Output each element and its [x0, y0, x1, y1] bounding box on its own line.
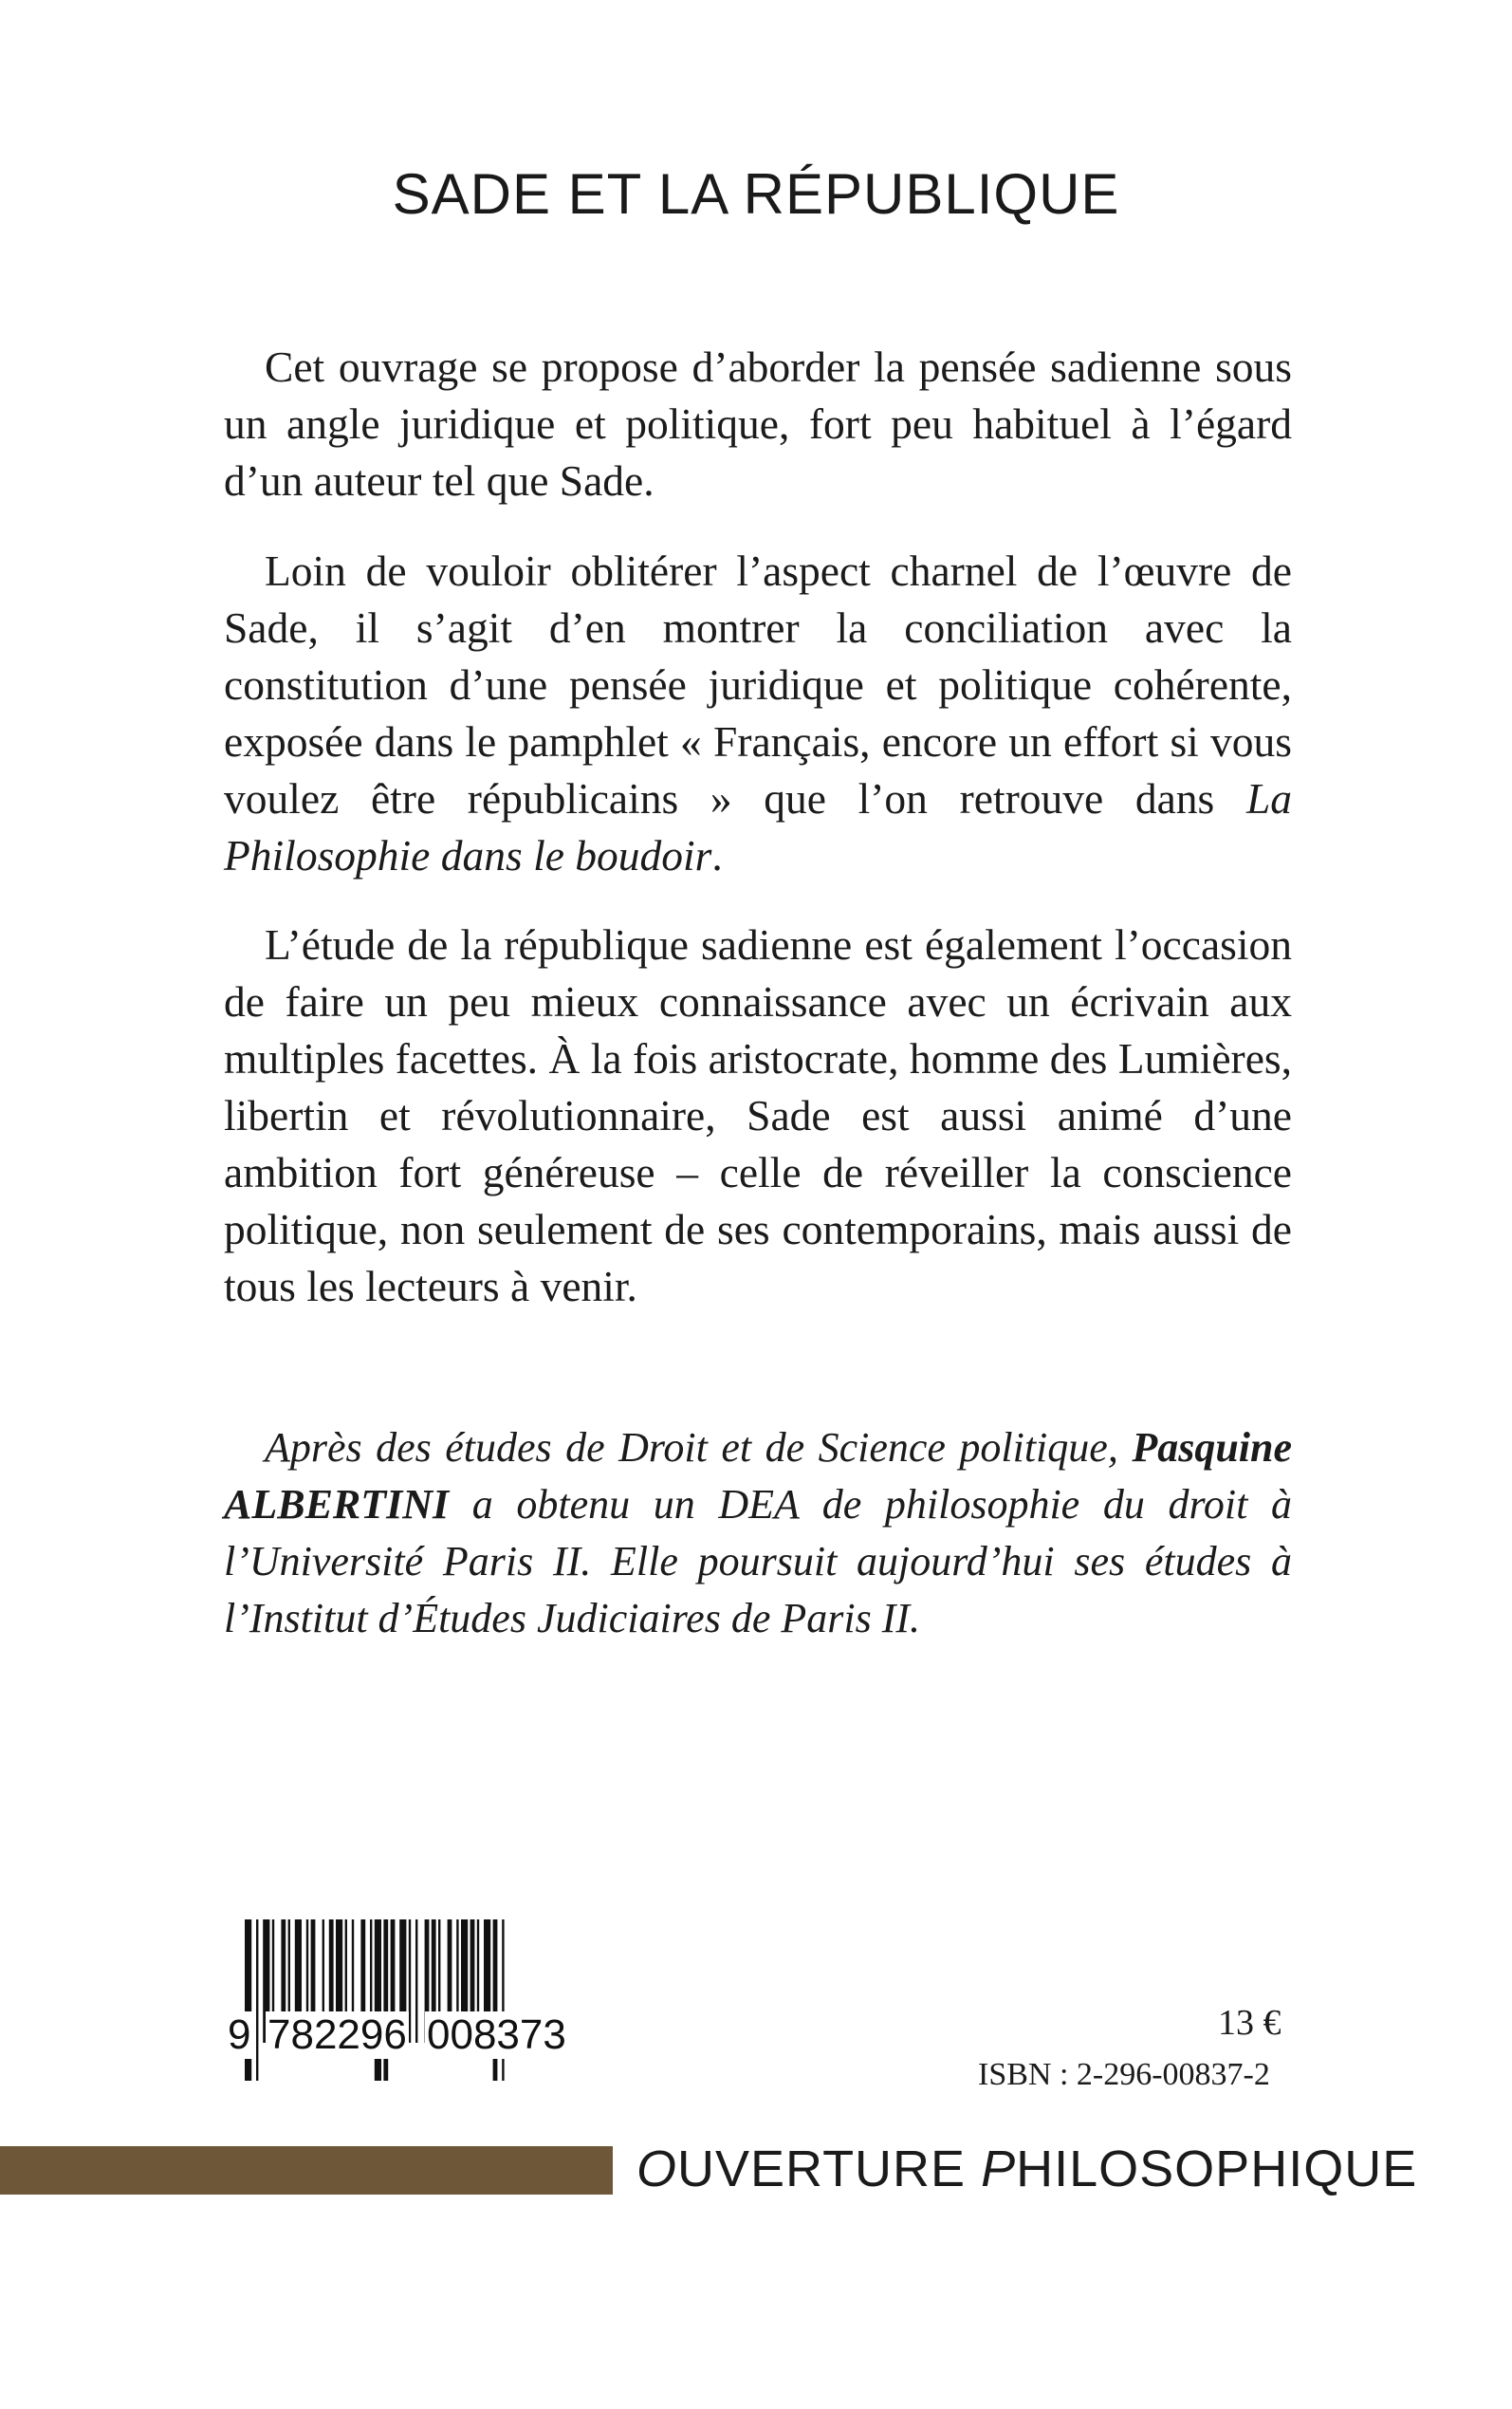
collection-name: [636, 2140, 1417, 2198]
collection-initial-1: O: [636, 2140, 678, 2197]
paragraph-1-text: Cet ouvrage se propose d’aborder la pensée sadienne sous un angle juridique et politique, fort peu habituel à l’égard d’un auteur tel que Sade.: [224, 343, 1292, 505]
collection-initial-2: P: [981, 2140, 1017, 2197]
description-paragraph-1: [224, 339, 1292, 510]
barcode-digits-right: 008373: [427, 2011, 566, 2058]
paragraph-2-text: Loin de vouloir oblitérer l’aspect charnel de l’œuvre de Sade, il s’agit d’en montrer la conciliation avec la constitution d’une pensée juridique et politique cohérente, exposée dans le pamphlet « Français, encore un effort si vous voulez être républicains » que l’on retrouve dans: [224, 547, 1292, 823]
collection-bar: [0, 2146, 613, 2195]
isbn: ISBN : 2-296-00837-2: [978, 2057, 1270, 2092]
barcode-digits-left: 782296: [267, 2011, 407, 2058]
book-title-reference: La Philosophie dans le boudoir: [224, 774, 1292, 880]
description-paragraph-3: [224, 917, 1292, 1315]
author-name: Pasquine ALBERTINI: [224, 1424, 1293, 1528]
description-paragraph-2: [224, 543, 1292, 884]
page-title: SADE ET LA RÉPUBLIQUE: [392, 162, 1120, 226]
paragraph-2-end: .: [711, 831, 723, 880]
author-bio-rest: a obtenu un DEA de philosophie du droit à l’Université Paris II. Elle poursuit aujourd’hui ses études à l’Institut d’Études Judiciaires de Paris II.: [224, 1481, 1292, 1641]
price: 13 €: [1218, 2003, 1282, 2043]
barcode-digits: [226, 2011, 598, 2087]
author-bio-lead: Après des études de Droit et de Science politique,: [265, 1424, 1118, 1471]
collection-word-2: HILOSOPHIQUE: [1016, 2140, 1418, 2197]
collection-word-1: UVERTURE: [677, 2140, 967, 2197]
paragraph-3-text: L’étude de la république sadienne est également l’occasion de faire un peu mieux connaissance avec un écrivain aux multiples facettes. À la fois aristocrate, homme des Lumières, libertin et révolutionnaire, Sade est aussi animé d’une ambition fort généreuse – celle de réveiller la conscience politique, non seulement de ses contemporains, mais aussi de tous les lecteurs à venir.: [224, 920, 1292, 1310]
author-bio: [224, 1419, 1292, 1647]
barcode-digit-first: 9: [228, 2011, 251, 2058]
